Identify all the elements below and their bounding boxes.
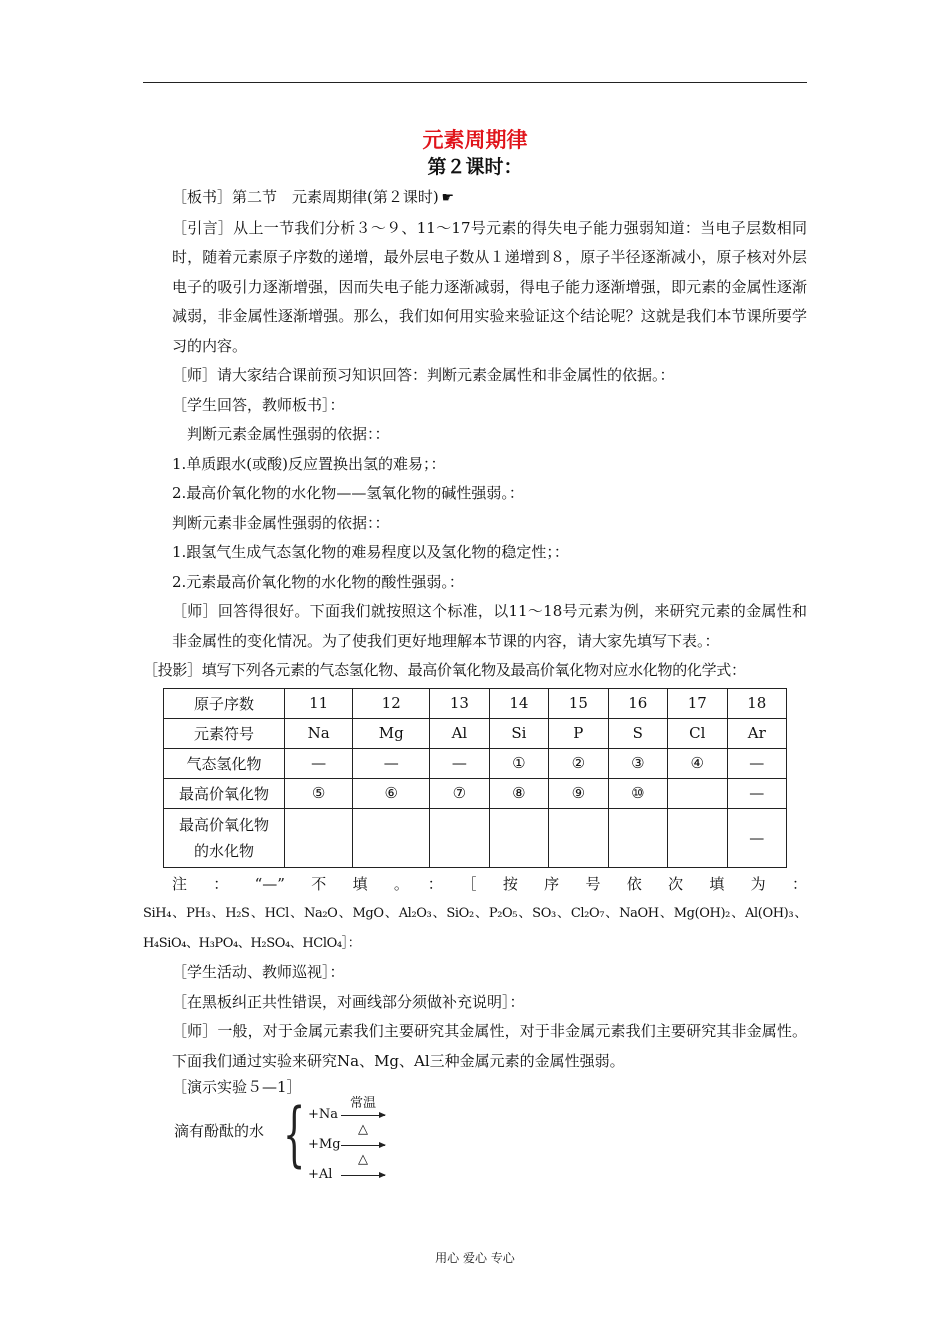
table-row: [164, 688, 787, 718]
phenolphthalein-water: 滴有酚酞的水: [174, 1122, 265, 1140]
table-cell: ③: [608, 748, 667, 778]
reagent-na: +Na: [308, 1107, 339, 1122]
table-cell: 14: [489, 688, 548, 718]
table-cell: Cl: [668, 718, 727, 748]
page-title: 元素周期律: [422, 128, 528, 152]
table-cell: [430, 808, 489, 867]
row-label: 原子序数: [164, 688, 285, 718]
table-cell: 11: [285, 688, 353, 718]
student-activity: ［学生活动、教师巡视］：: [172, 963, 345, 981]
table-cell: —: [727, 748, 787, 778]
metal-basis-2: 2.最高价氧化物的水化物——氢氧化物的碱性强弱。：: [172, 484, 524, 502]
board-note-text: ［板书］第二节 元素周期律(第２课时): [172, 188, 439, 206]
table-cell: [353, 808, 430, 867]
condition-label: 常温: [349, 1096, 376, 1111]
table-row: [164, 718, 787, 748]
hand-pointer-icon: ☛: [441, 190, 454, 206]
table-cell: ①: [489, 748, 548, 778]
reagent-al: +Al: [308, 1167, 333, 1182]
table-cell: ②: [549, 748, 608, 778]
demo-label: ［演示实验５—1］: [172, 1078, 302, 1096]
lesson-subtitle: 第２课时：: [427, 156, 523, 178]
reaction-arrow-icon: [341, 1145, 385, 1146]
table-cell: 17: [668, 688, 727, 718]
table-cell: [668, 778, 727, 808]
lesson-body: [143, 183, 807, 1186]
table-note: 注：“—”不填。：［按序号依次填为：: [172, 874, 807, 893]
board-note: [143, 183, 807, 214]
table-cell: —: [430, 748, 489, 778]
reagent-mg: +Mg: [308, 1137, 341, 1152]
projection-note: ［投影］填写下列各元素的气态氢化物、最高价氧化物及最高价氧化物对应水化物的化学式：: [143, 661, 746, 679]
table-cell: [489, 808, 548, 867]
table-cell: ④: [668, 748, 727, 778]
reaction-arrow-icon: [341, 1115, 385, 1116]
blackboard-correction: ［在黑板纠正共性错误，对画线部分须做补充说明］：: [172, 992, 525, 1011]
table-cell: 15: [549, 688, 608, 718]
table-cell: Si: [489, 718, 548, 748]
table-cell: Al: [430, 718, 489, 748]
table-cell: [608, 808, 667, 867]
table-cell: ⑨: [549, 778, 608, 808]
row-label-line: 最高价氧化物: [178, 815, 269, 834]
answer-key: SiH₄、PH₃、H₂S、HCl、Na₂O、MgO、Al₂O₃、SiO₂、P₂O₅、SO₃、Cl₂O₇、NaOH、Mg(OH)₂、Al(OH)₃、H₄SiO₄、H₃PO₄、H₂SO₄、HClO₄］：: [143, 906, 807, 951]
table-cell: Na: [285, 718, 353, 748]
teacher-explanation: ［师］一般，对于金属元素我们主要研究其金属性，对于非金属元素我们主要研究其非金属性。下面我们通过实验来研究Na、Mg、Al三种金属元素的金属性强弱。: [172, 1022, 807, 1070]
row-label: 元素符号: [164, 718, 285, 748]
row-label: 最高价氧化物: [164, 778, 285, 808]
table-cell: ⑩: [608, 778, 667, 808]
brace-icon: {: [283, 1093, 306, 1175]
table-cell: P: [549, 718, 608, 748]
condition-label: △: [358, 1122, 368, 1137]
row-label: 气态氢化物: [164, 748, 285, 778]
table-cell: —: [285, 748, 353, 778]
student-answer: ［学生回答，教师板书］：: [172, 395, 345, 414]
table-cell: 13: [430, 688, 489, 718]
table-cell: Ar: [727, 718, 787, 748]
table-cell: —: [727, 778, 787, 808]
teacher-instruction: ［师］回答得很好。下面我们就按照这个标准，以11～18号元素为例，来研究元素的金属性和非金属性的变化情况。为了使我们更好地理解本节课的内容，请大家先填写下表。：: [172, 602, 807, 650]
teacher-question: ［师］请大家结合课前预习知识回答：判断元素金属性和非金属性的依据。：: [172, 366, 675, 384]
page-footer: 用心 爱心 专心: [435, 1251, 515, 1265]
table-row: [164, 748, 787, 778]
nonmetal-basis-heading: 判断元素非金属性强弱的依据：：: [172, 513, 390, 532]
nonmetal-basis-2: 2.元素最高价氧化物的水化物的酸性强弱。：: [172, 572, 464, 591]
table-row: [164, 808, 787, 867]
nonmetal-basis-1: 1.跟氢气生成气态氢化物的难易程度以及氢化物的稳定性；：: [172, 543, 569, 561]
table-cell: —: [727, 808, 787, 867]
table-cell: ⑤: [285, 778, 353, 808]
row-label-line: 的水化物: [193, 841, 254, 860]
row-label: [164, 808, 285, 867]
table-cell: —: [353, 748, 430, 778]
table-cell: [285, 808, 353, 867]
intro-paragraph: ［引言］从上一节我们分析３～９、11～17号元素的得失电子能力强弱知道：当电子层数相同时，随着元素原子序数的递增，最外层电子数从１递增到８，原子半径逐渐减小，原子核对外层电子的吸引力逐渐增强，因而失电子能力逐渐减弱，得电子能力逐渐增强，即元素的金属性逐渐减弱，非金属性逐渐增强。那么，我们如何用实验来验证这个结论呢？这就是我们本节课所要学习的内容。: [172, 218, 807, 355]
table-row: [164, 778, 787, 808]
table-cell: ⑧: [489, 778, 548, 808]
table-cell: [668, 808, 727, 867]
table-cell: ⑦: [430, 778, 489, 808]
table-cell: [549, 808, 608, 867]
header-rule: [143, 82, 807, 83]
table-cell: Mg: [353, 718, 430, 748]
table-cell: 16: [608, 688, 667, 718]
condition-label: △: [358, 1152, 368, 1167]
metal-basis-heading: 判断元素金属性强弱的依据：：: [187, 425, 390, 443]
reaction-arrow-icon: [341, 1175, 385, 1176]
metal-basis-1: 1.单质跟水(或酸)反应置换出氢的难易；：: [172, 454, 446, 473]
demo-experiment: [143, 1076, 807, 1186]
table-cell: 18: [727, 688, 787, 718]
table-cell: ⑥: [353, 778, 430, 808]
table-cell: 12: [353, 688, 430, 718]
table-cell: S: [608, 718, 667, 748]
element-table: [163, 688, 787, 868]
